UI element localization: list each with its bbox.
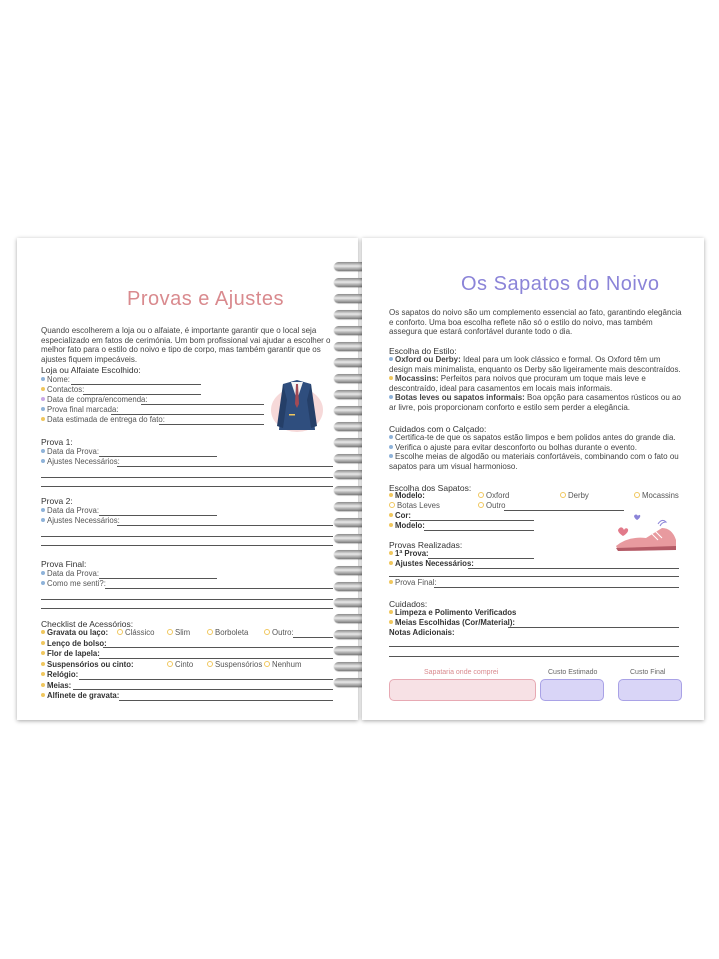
final-cost-box[interactable] (618, 679, 682, 701)
page-title: Provas e Ajustes (127, 288, 284, 310)
gravata-opt-borboleta[interactable]: Borboleta (207, 628, 248, 638)
susp-opt-nenhum[interactable]: Nenhum (264, 660, 301, 670)
prova2-heading: Prova 2: (41, 496, 73, 506)
style-list: Oxford ou Derby: Ideal para um look clássico e formal. Os Oxford têm um design mais minimalista, enquanto os Derby são ligeiramente mais descontraídos. Mocassins: Perfeitos para noivos que procuram um toque mais leve e descontraído, ideal para casamentos em locais mais informais. Botas leves ou sapatos informais: Boa opção para casamentos rústicos ou ao ar livre, pois proporcionam conforto e estilo sem perder a elegância. (389, 355, 681, 412)
first-fitting-label: 1ª Prova: (389, 549, 429, 559)
opt-outro[interactable]: Outro (478, 501, 506, 511)
prova1-adjust-line[interactable] (117, 466, 333, 467)
prova1-line-2[interactable] (41, 477, 333, 478)
outro-line[interactable] (504, 510, 624, 511)
shop-box-label: Sapataria onde comprei (424, 669, 499, 676)
prova1-date-line[interactable] (99, 456, 217, 457)
opt-mocassins[interactable]: Mocassins (634, 491, 679, 501)
purchase-date-line[interactable] (141, 404, 264, 405)
adjust-line[interactable] (468, 568, 679, 569)
feeling-line-3[interactable] (41, 608, 333, 609)
page-title: Os Sapatos do Noivo (461, 273, 660, 295)
care-heading: Cuidados com o Calçado: (389, 424, 487, 434)
cuidados-heading: Cuidados: (389, 599, 428, 609)
meias-line[interactable] (73, 689, 333, 690)
final-cost-label: Custo Final (630, 669, 666, 676)
meias-label: Meias Escolhidas (Cor/Material): (389, 618, 515, 628)
alfinete-line[interactable] (119, 700, 333, 701)
left-page (17, 238, 358, 720)
prova1-line-3[interactable] (41, 486, 333, 487)
final-fitting-label: Prova Final: (389, 578, 437, 588)
style-heading: Escolha do Estilo: (389, 346, 457, 356)
prova2-line-3[interactable] (41, 545, 333, 546)
prova1-heading: Prova 1: (41, 437, 73, 447)
prova2-fields: Data da Prova: Ajustes Necessários: (41, 506, 120, 526)
feeling-line[interactable] (105, 588, 333, 589)
right-page (362, 238, 704, 720)
meias-line[interactable] (508, 627, 679, 628)
prova2-adjust-line[interactable] (117, 525, 333, 526)
cor-line[interactable] (410, 520, 534, 521)
checklist: Gravata ou laço: Lenço de bolso: Flor de lapela: Suspensórios ou cinto: Relógio: Meias: Alfinete de gravata: (41, 628, 134, 702)
adjust-line-2[interactable] (389, 576, 679, 577)
prova2-date-line[interactable] (99, 515, 217, 516)
cor-label: Cor: (389, 511, 411, 521)
care-list: Certifica-te de que os sapatos estão limpos e bem polidos antes do grande dia. Verifica o ajuste para evitar desconforto ou bolhas durante o evento. Escolhe meias de algodão ou materiais confortáveis, combinando com o fato ou sapatos para um visual harmonioso. (389, 433, 679, 471)
prova-final-fields: Data da Prova: Como me senti?: (41, 569, 106, 589)
final-fitting-line[interactable] (434, 587, 679, 588)
limpeza-label: Limpeza e Polimento Verificados (389, 608, 516, 618)
opt-derby[interactable]: Derby (560, 491, 589, 501)
prova1-fields: Data da Prova: Ajustes Necessários: (41, 447, 120, 467)
final-fitting-line[interactable] (111, 414, 264, 415)
shop-heading: Loja ou Alfaiate Escolhido: (41, 365, 141, 375)
contacts-line[interactable] (83, 394, 201, 395)
susp-opt-cinto[interactable]: Cinto (167, 660, 193, 670)
susp-opt-suspensorios[interactable]: Suspensórios (207, 660, 262, 670)
shoe-illustration (610, 510, 682, 556)
shop-input-box[interactable] (389, 679, 536, 701)
gravata-opt-classico[interactable]: Clássico (117, 628, 154, 638)
modelo2-label: Modelo: (389, 521, 425, 531)
fittings-heading: Provas Realizadas: (389, 540, 463, 550)
delivery-date-line[interactable] (159, 424, 264, 425)
prova2-line-2[interactable] (41, 536, 333, 537)
shoes-modelo-label: Modelo: (389, 491, 425, 501)
lenco-line[interactable] (103, 647, 333, 648)
notas-line-1[interactable] (389, 646, 679, 647)
checklist-heading: Checklist de Acessórios: (41, 619, 134, 629)
adjust-label: Ajustes Necessários: (389, 559, 474, 569)
shoes-heading: Escolha dos Sapatos: (389, 483, 472, 493)
shop-fields: Nome: Contactos: Data de compra/encomenda: Prova final marcada: Data estimada de entrega do fato: (41, 375, 165, 425)
prova-final-date-line[interactable] (99, 578, 217, 579)
opt-botas-leves[interactable]: Botas Leves (389, 501, 440, 511)
notas-label: Notas Adicionais: (389, 628, 455, 637)
notas-line-2[interactable] (389, 656, 679, 657)
modelo2-line[interactable] (424, 530, 534, 531)
intro-text: Os sapatos do noivo são um complemento essencial ao fato, garantindo elegância e conforto. Uma boa escolha reflete não só o estilo do noivo, mas também assegura que estará confortável durante todo o dia. (389, 308, 682, 336)
gravata-outro-line[interactable] (293, 637, 333, 638)
opt-oxford[interactable]: Oxford (478, 491, 509, 501)
estimated-cost-box[interactable] (540, 679, 604, 701)
feeling-line-2[interactable] (41, 599, 333, 600)
prova-final-heading: Prova Final: (41, 559, 87, 569)
name-line[interactable] (71, 384, 201, 385)
estimated-cost-label: Custo Estimado (548, 669, 598, 676)
relogio-line[interactable] (79, 679, 333, 680)
intro-text: Quando escolherem a loja ou o alfaiate, é importante garantir que o local seja especializado em fatos de cerimónia. Um bom profissional vai ajudar a escolher o melhor fato para o estilo do noivo e tipo de corpo, mas também garantir que os ajustes fiquem impecáveis. (41, 326, 331, 364)
groom-suit-illustration (269, 370, 325, 436)
gravata-opt-outro[interactable]: Outro: (264, 628, 294, 638)
gravata-opt-slim[interactable]: Slim (167, 628, 190, 638)
